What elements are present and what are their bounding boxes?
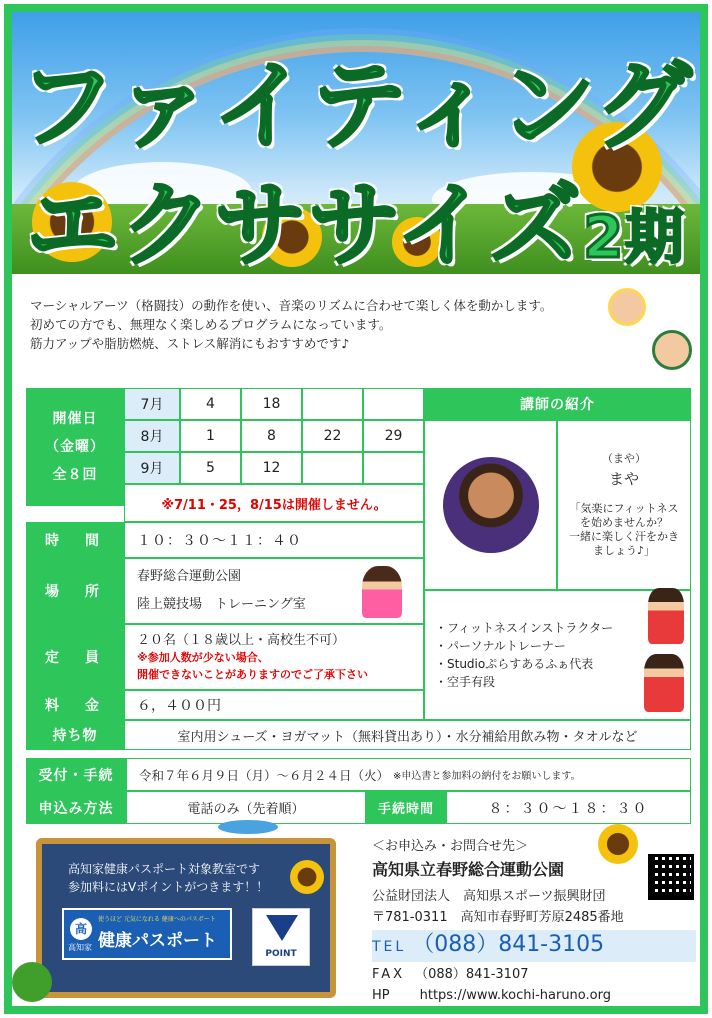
method-value: 電話のみ（先着順） — [126, 791, 366, 824]
vpoint-label: POINT — [265, 949, 297, 959]
instructor-quote: ましょう♪」 — [592, 544, 656, 557]
hours-label: 手続時間 — [366, 791, 446, 824]
capacity-text: ２０名（１８歳以上・高校生不可） — [137, 632, 346, 648]
contact-heading: ＜お申込み・お問合せ先＞ — [372, 839, 529, 854]
day-cell: 8 — [241, 420, 302, 452]
day-cell: 18 — [241, 388, 302, 420]
career-item: ・フィットネスインストラクター — [435, 621, 614, 635]
schedule-label-line: 開催日 — [52, 411, 98, 427]
day-cell — [302, 388, 363, 420]
board-line: 高知家健康パスポート対象教室です — [68, 862, 261, 876]
poster-frame — [4, 4, 708, 1014]
schedule-label-line: 全８回 — [52, 467, 98, 483]
reception-note: ※申込書と参加料の納付をお願いします。 — [393, 771, 581, 782]
title-term: 2期 — [583, 203, 686, 271]
day-cell — [302, 452, 363, 484]
career-item: ・Studioぷらすあるふぁ代表 — [435, 657, 594, 671]
contact-tel[interactable] — [372, 930, 696, 962]
title-line2-main: エクササイズ — [26, 172, 584, 274]
qr-code-icon[interactable] — [648, 854, 694, 900]
exerciser-illustration — [608, 288, 646, 326]
contact-address: 〒781-0311 高知市春野町芳原2485番地 — [372, 910, 624, 925]
day-cell — [363, 452, 424, 484]
instructor-photo — [443, 457, 539, 553]
contact-foundation: 公益財団法人 高知県スポーツ振興財団 — [372, 889, 606, 904]
intro-text — [30, 296, 610, 353]
day-cell: 5 — [180, 452, 241, 484]
hero-banner — [12, 12, 700, 274]
instructor-info — [557, 420, 691, 590]
capacity-note: ※参加人数が少ない場合、 — [137, 650, 269, 664]
passport-seal: 高 — [70, 918, 92, 940]
fax-number: （088）841-3107 — [415, 967, 529, 982]
day-cell: 12 — [241, 452, 302, 484]
month-cell: 8月 — [124, 420, 180, 452]
time-value: １０：３０〜１１：４０ — [124, 522, 424, 558]
place-line: 春野総合運動公園 — [137, 569, 242, 584]
intro-line: マーシャルアーツ（格闘技）の動作を使い、音楽のリズムに合わせて楽しく体を動かします。 — [30, 298, 553, 313]
clover-graphic — [12, 962, 52, 1002]
health-passport-logo — [62, 908, 232, 960]
schedule-note: ※7/11・25，8/15は開催しません。 — [124, 484, 424, 522]
intro-line: 筋力アップや脂肪燃焼、ストレス解消にもおすすめです♪ — [30, 336, 350, 351]
reception-dates: 令和７年６月９日（月）〜６月２４日（火） — [139, 767, 390, 783]
method-label: 申込み方法 — [26, 791, 126, 824]
place-label: 場 所 — [26, 558, 124, 624]
instructor-quote: 一緒に楽しく汗をかき — [569, 530, 679, 543]
time-label: 時 間 — [26, 522, 124, 558]
fee-label: 料 金 — [26, 690, 124, 720]
v-icon — [266, 915, 298, 941]
month-cell: 9月 — [124, 452, 180, 484]
reception-value — [126, 758, 691, 791]
capacity-value — [124, 624, 424, 690]
exerciser-illustration — [652, 330, 692, 370]
bird-graphic — [218, 820, 278, 834]
career-item: ・パーソナルトレーナー — [435, 639, 566, 653]
instructor-quote: を始めませんか？ — [580, 516, 668, 529]
kick-illustration — [648, 588, 684, 644]
intro-line: 初めての方でも、無理なく楽しめるプログラムになっています。 — [30, 317, 392, 332]
day-cell: 29 — [363, 420, 424, 452]
instructor-name: まや — [608, 470, 639, 488]
contact-hp[interactable] — [372, 985, 702, 1006]
items-label: 持ち物 — [26, 720, 124, 750]
hp-url: https://www.kochi-haruno.org — [419, 988, 611, 1003]
fee-value: ６，４００円 — [124, 690, 424, 720]
passport-tagline: 使うほど 元気になれる 健康へのパスポート — [98, 916, 216, 923]
passport-board — [36, 838, 336, 998]
passport-title: 健康パスポート — [98, 931, 217, 951]
schedule-label — [26, 388, 124, 506]
title-line1: ファイティング — [18, 50, 694, 162]
instructor-header: 講師の紹介 — [424, 388, 691, 420]
hp-label: HP — [372, 988, 390, 1003]
place-line: 陸上競技場 トレーニング室 — [137, 597, 306, 612]
career-item: ・空手有段 — [435, 675, 496, 689]
passport-seal-sub: 高知家 — [68, 943, 92, 952]
details-table — [26, 388, 691, 748]
month-cell: 7月 — [124, 388, 180, 420]
instructor-ruby: （まや） — [602, 452, 646, 465]
contact-fax — [372, 964, 702, 985]
instructor-quote: 「気楽にフィットネス — [569, 502, 679, 515]
capacity-note: 開催できないことがありますのでご了承下さい — [137, 667, 368, 681]
schedule-label-line: （金曜） — [45, 439, 105, 455]
hours-value: ８：３０〜１８：３０ — [446, 791, 691, 824]
items-value: 室内用シューズ・ヨガマット（無料貸出あり）・水分補給用飲み物・タオルなど — [124, 720, 691, 750]
sunflower-icon — [290, 860, 324, 894]
boxing-illustration — [644, 654, 684, 712]
vpoint-logo — [252, 908, 310, 966]
day-cell: 22 — [302, 420, 363, 452]
tel-label: TEL — [372, 939, 407, 955]
stretching-illustration — [362, 566, 402, 618]
day-cell — [363, 388, 424, 420]
contact-org: 高知県立春野総合運動公園 — [372, 860, 565, 879]
title-line2 — [12, 152, 700, 274]
reception-label: 受付・手続 — [26, 758, 126, 791]
day-cell: 1 — [180, 420, 241, 452]
fax-label: FAX — [372, 967, 406, 982]
tel-number: （088）841-3105 — [412, 932, 605, 957]
instructor-photo-cell — [424, 420, 557, 590]
board-text — [68, 860, 268, 896]
application-table — [26, 758, 691, 824]
board-line: 参加料にはVポイントがつきます！！ — [68, 880, 269, 894]
capacity-label: 定 員 — [26, 624, 124, 690]
day-cell: 4 — [180, 388, 241, 420]
sunflower-icon — [598, 824, 638, 864]
